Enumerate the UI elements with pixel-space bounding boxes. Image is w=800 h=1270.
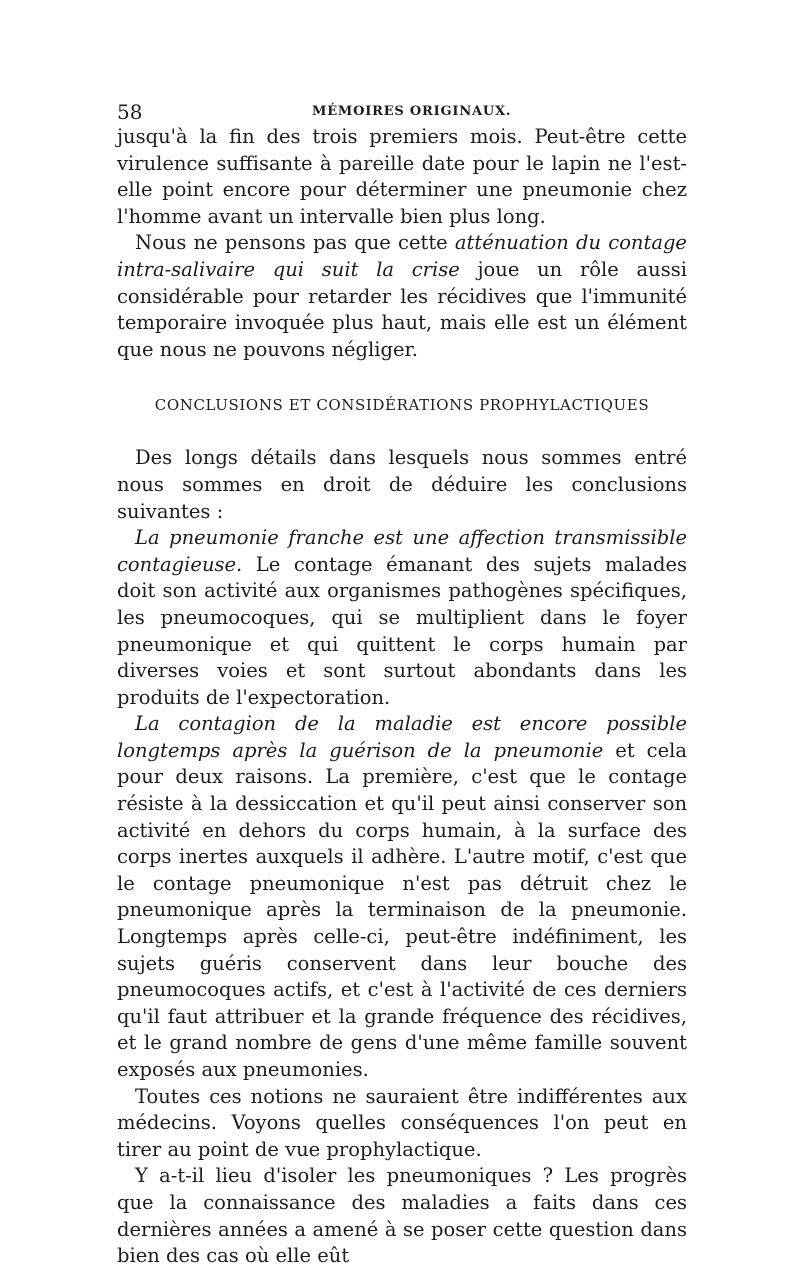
paragraph-5-italic: La contagion de la maladie est encore possible longtemps après la guérison de la pneumonie [117,712,687,762]
paragraph-1: jusqu'à la fin des trois premiers mois. Peut-être cette virulence suffisante à pareille date pour le lapin ne l'est-elle point encore pour déterminer une pneumonie chez l'homme avant un intervalle bien plus long. [117,125,687,228]
paragraph-4-italic: La pneumonie franche est une affection transmissible contagieuse. [117,526,687,576]
page-number: 58 [117,100,143,124]
paragraph-4 [117,525,687,711]
paragraph-2 [117,230,687,363]
paragraph-5-text: et cela pour deux raisons. La première, c'est que le contage résiste à la dessiccation et qu'il peut ainsi conserver son activité en dehors du corps humain, à la surface des corps inertes auxquels il adhère. L'autre motif, c'est que le contage pneumonique n'est pas détruit chez le pneumonique après la terminaison de la pneumonie. Longtemps après celle-ci, peut-être indéfiniment, les sujets guéris conservent dans leur bouche des pneumocoques actifs, et c'est à l'activité de ces derniers qu'il faut attribuer et la grande fréquence des récidives, et le grand nombre de gens d'une même famille souvent exposés aux pneumonies. [117,738,687,1081]
paragraph-6: Toutes ces notions ne sauraient être indifférentes aux médecins. Voyons quelles conséquences l'on peut en tirer au point de vue prophylactique. [117,1084,687,1161]
page-header [117,100,687,124]
paragraph-2-text-start: Nous ne pensons pas que cette [135,231,455,255]
running-title: MÉMOIRES ORIGINAUX. [312,104,512,119]
paragraph-5 [117,711,687,1083]
paragraph-2-italic: atténuation du contage intra-salivaire qui suit la crise [117,231,687,281]
paragraph-3: Des longs détails dans lesquels nous sommes entré nous sommes en droit de déduire les conclusions suivantes : [117,446,687,523]
section-title: CONCLUSIONS ET CONSIDÉRATIONS PROPHYLACTIQUES [154,396,650,415]
paragraph-2-text-end: joue un rôle aussi considérable pour retarder les récidives que l'immunité temporaire invoquée plus haut, mais elle est un élément que nous ne pouvons négliger. [117,257,687,361]
body-text [117,124,687,1270]
paragraph-7: Y a-t-il lieu d'isoler les pneumoniques ? Les progrès que la connaissance des maladies a faits dans ces dernières années a amené à se poser cette question dans bien des cas où elle eût [117,1164,687,1268]
paragraph-4-text: Le contage émanant des sujets malades doit son activité aux organismes pathogènes spécifiques, les pneumocoques, qui se multiplient dans le foyer pneumonique et qui quittent le corps humain par diverses voies et sont surtout abondants dans les produits de l'expectoration. [117,552,687,709]
